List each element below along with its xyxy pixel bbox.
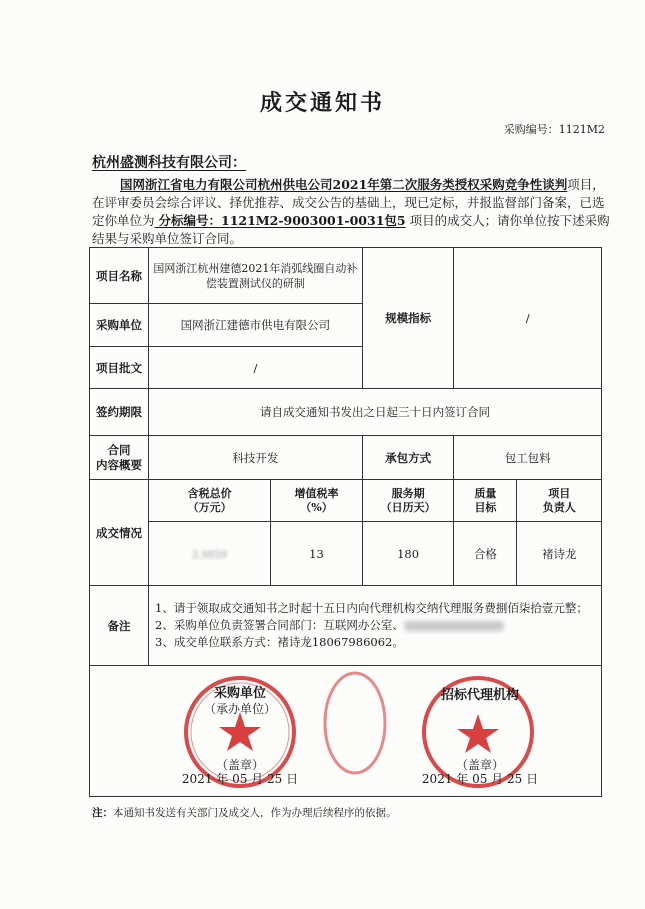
procurement-number: 采购编号：1121M2 bbox=[503, 123, 605, 136]
document-title: 成交通知书 bbox=[259, 90, 385, 116]
quality-value: 合格 bbox=[454, 522, 517, 586]
table-row bbox=[90, 248, 602, 304]
contract-mode-value: 包工包料 bbox=[454, 436, 602, 480]
contract-mode-label: 承包方式 bbox=[362, 436, 454, 480]
seal-right-title: 招标代理机构 bbox=[440, 688, 519, 703]
project-title: 国网浙江省电力有限公司杭州供电公司2021年第二次服务类授权采购竞争性谈判 bbox=[120, 177, 568, 192]
project-name-label: 项目名称 bbox=[90, 248, 149, 304]
seal-right-stamp: （盖章） bbox=[455, 758, 504, 772]
scale-label: 规模指标 bbox=[362, 248, 454, 389]
package-number: 分标编号：1121M2-9003001-0031包5 bbox=[158, 213, 406, 228]
signing-label: 签约期限 bbox=[90, 389, 149, 436]
signing-value: 请自成交通知书发出之日起三十日内签订合同 bbox=[149, 389, 602, 436]
body-part-1: 项目，在评审委员会综合评议、择优推荐、成交公告的基础上，现已定标，并报监督部门备案，已选定你单位为 bbox=[92, 177, 605, 228]
col-price-header: 含税总价 （万元） bbox=[149, 480, 271, 522]
owner-value: 褚诗龙 bbox=[517, 522, 602, 586]
table-row bbox=[90, 586, 602, 666]
award-table bbox=[89, 247, 602, 797]
seal-left-stamp: （盖章） bbox=[215, 758, 264, 772]
scale-value: / bbox=[454, 248, 602, 389]
col-owner-header: 项目 负责人 bbox=[517, 480, 602, 522]
col-tax-header: 增值税率 （%） bbox=[271, 480, 363, 522]
seal-left-date: 2021 年 05 月 25 日 bbox=[181, 772, 299, 786]
seal-smudge-icon bbox=[320, 668, 390, 778]
recipient-name: 杭州盛测科技有限公司： bbox=[92, 155, 246, 171]
period-value: 180 bbox=[362, 522, 454, 586]
purchaser-value: 国网浙江建德市供电有限公司 bbox=[149, 304, 363, 347]
table-row bbox=[90, 389, 602, 436]
footnote: 注：本通知书发送有关部门及成交人，作为办理后续程序的依据。 bbox=[92, 807, 397, 819]
tax-value: 13 bbox=[271, 522, 363, 586]
table-row bbox=[90, 480, 602, 522]
table-row bbox=[90, 666, 602, 797]
notes-label: 备注 bbox=[90, 586, 149, 666]
body-part-2: 项目的成交人；请你单位按下述采购结果与采购单位签订合同。 bbox=[92, 213, 610, 246]
seal-left-title: 采购单位 bbox=[213, 686, 266, 701]
purchaser-label: 采购单位 bbox=[90, 304, 149, 347]
approval-label: 项目批文 bbox=[90, 347, 149, 389]
contract-value: 科技开发 bbox=[149, 436, 363, 480]
seal-right-date: 2021 年 05 月 25 日 bbox=[421, 772, 539, 786]
contract-label: 合同 内容概要 bbox=[90, 436, 149, 480]
note-2: 2、采购单位负责签署合同部门：互联网办公室、 bbox=[155, 617, 595, 634]
seal-left-subtitle: （承办单位） bbox=[203, 702, 276, 716]
redacted-mark bbox=[404, 621, 504, 631]
table-row bbox=[90, 436, 602, 480]
note-3: 3、成交单位联系方式：褚诗龙18067986062。 bbox=[155, 635, 404, 649]
notice-body bbox=[92, 176, 612, 248]
price-value: 2.9859 bbox=[149, 522, 271, 586]
seal-section bbox=[90, 666, 602, 797]
table-row bbox=[90, 522, 602, 586]
col-quality-header: 质量 目标 bbox=[454, 480, 517, 522]
project-name-value: 国网浙江杭州建德2021年消弧线圈自动补偿装置测试仪的研制 bbox=[149, 248, 363, 304]
deal-label: 成交情况 bbox=[90, 480, 149, 586]
approval-value: / bbox=[149, 347, 363, 389]
note-1: 1、请于领取成交通知书之时起十五日内向代理机构交纳代理服务费捌佰柒拾壹元整； bbox=[155, 601, 588, 615]
notes-content bbox=[149, 586, 602, 666]
col-period-header: 服务期 （日历天） bbox=[362, 480, 454, 522]
